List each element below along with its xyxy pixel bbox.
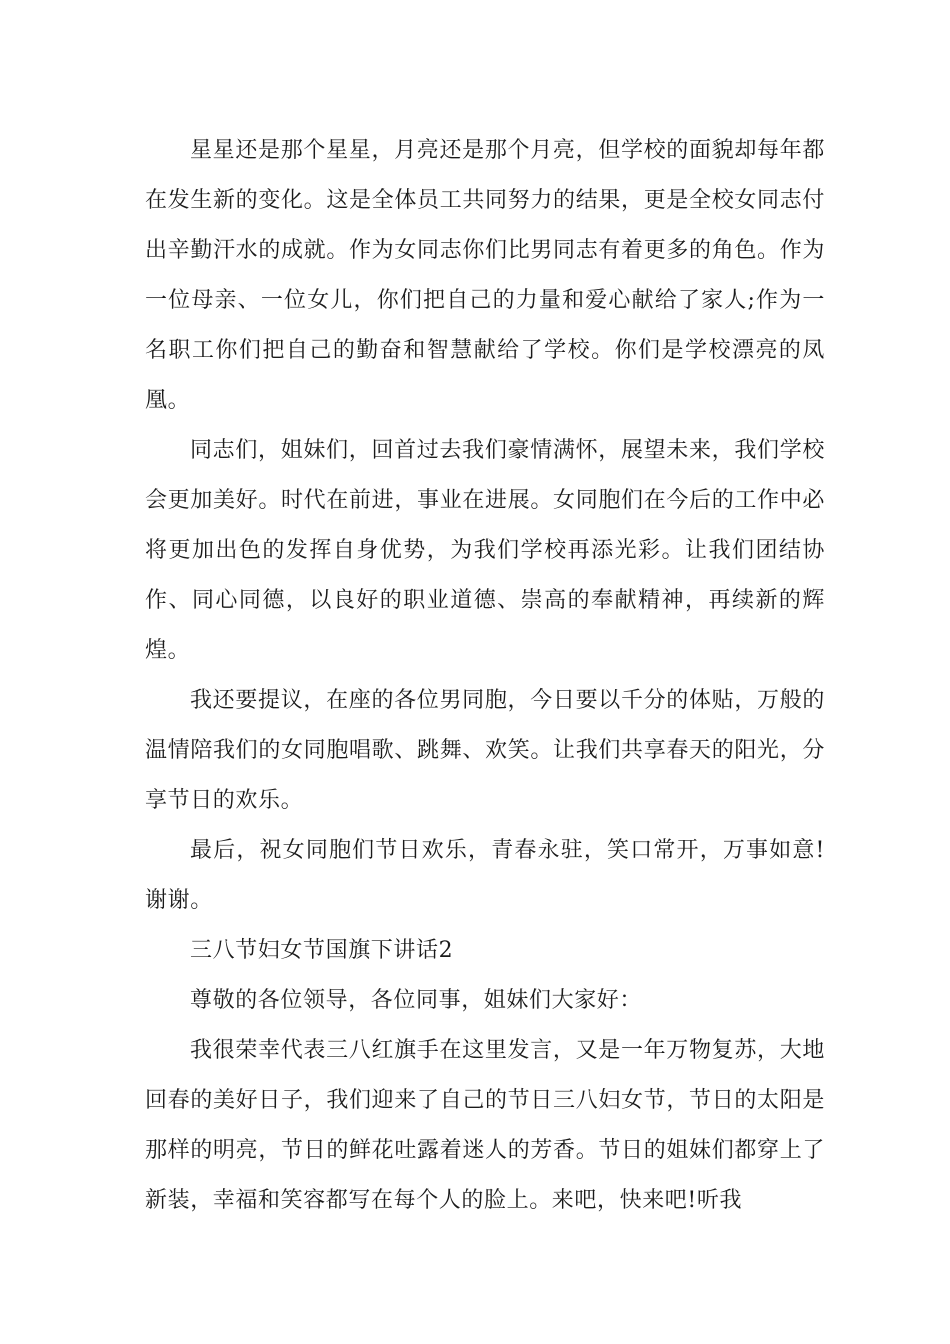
paragraph-looking-forward: 同志们，姐妹们，回首过去我们豪情满怀，展望未来，我们学校会更加美好。时代在前进，事业在进展。女同胞们在今后的工作中必将更加出色的发挥自身优势，为我们学校再添光彩。让我们团结协作、同心同德，以良好的职业道德、崇高的奉献精神，再续新的辉煌。 [145,438,825,663]
paragraph-closing-wishes: 最后，祝女同胞们节日欢乐，青春永驻，笑口常开，万事如意!谢谢。 [145,838,825,913]
document-page [145,126,825,1226]
paragraph-speech-opening: 我很荣幸代表三八红旗手在这里发言，又是一年万物复苏，大地回春的美好日子，我们迎来了自己的节日三八妇女节，节日的太阳是那样的明亮，节日的鲜花吐露着迷人的芳香。节日的姐妹们都穿上了新装，幸福和笑容都写在每个人的脸上。来吧，快来吧!听我 [145,1038,825,1213]
paragraph-school-changes: 星星还是那个星星，月亮还是那个月亮，但学校的面貌却每年都在发生新的变化。这是全体员工共同努力的结果，更是全校女同志付出辛勤汗水的成就。作为女同志你们比男同志有着更多的角色。作为一位母亲、一位女儿，你们把自己的力量和爱心献给了家人;作为一名职工你们把自己的勤奋和智慧献给了学校。你们是学校漂亮的凤凰。 [145,138,825,413]
section-title: 三八节妇女节国旗下讲话2 [190,938,454,963]
paragraph-proposal: 我还要提议，在座的各位男同胞，今日要以千分的体贴，万般的温情陪我们的女同胞唱歌、跳舞、欢笑。让我们共享春天的阳光，分享节日的欢乐。 [145,688,825,813]
greeting: 尊敬的各位领导，各位同事，姐妹们大家好： [190,988,643,1013]
